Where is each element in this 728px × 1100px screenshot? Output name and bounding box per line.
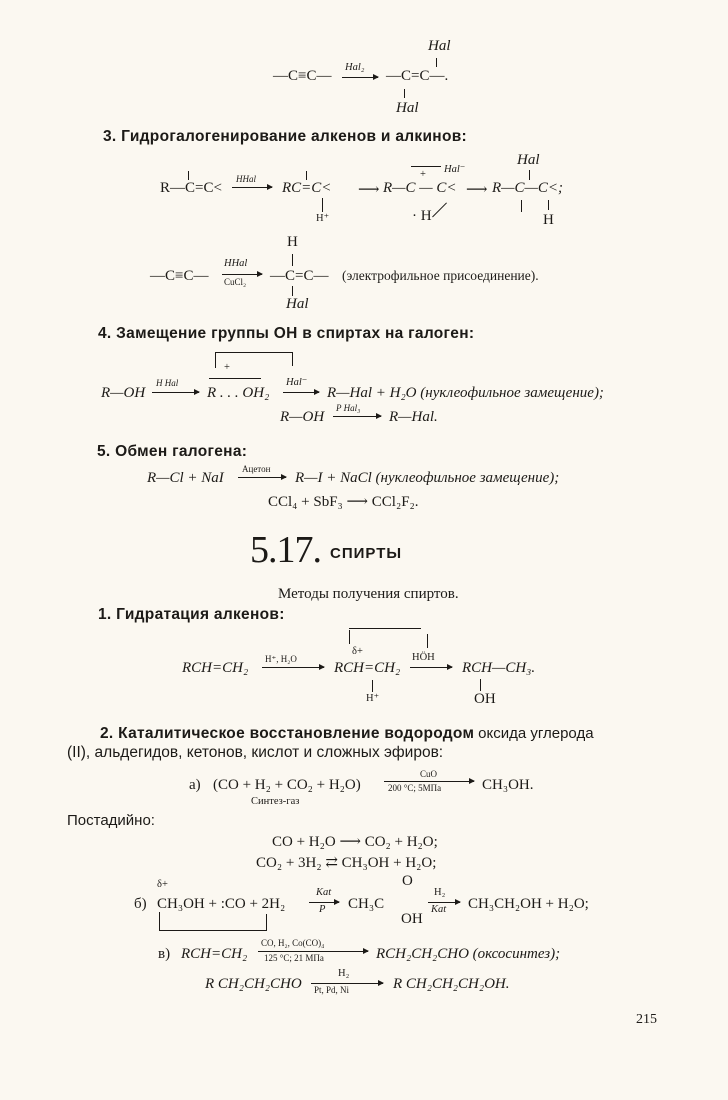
paragraph-2-line2: (II), альдегидов, кетонов, кислот и сложных эфиров:	[67, 744, 444, 761]
reagent-h2: H₂	[434, 887, 446, 898]
note-electrophilic: (электрофильное присоединение).	[342, 268, 539, 283]
heading-oh-substitution: 4. Замещение группы ОН в спиртах на галоген:	[98, 325, 475, 342]
vinyl-halide: —C=C—	[270, 268, 329, 284]
alkyne-lhs-2: —C≡C—	[150, 268, 209, 284]
delta-plus-b: δ+	[157, 879, 168, 890]
h-top: H	[287, 234, 298, 250]
haloalkane-product-4b: R—Hal.	[389, 409, 438, 425]
h-plus-2: H⁺	[366, 693, 380, 704]
hal-minus: Hal⁻	[444, 164, 466, 175]
catalyst-kat-2: Kat	[431, 904, 447, 915]
alkene-lhs-c: RCH=CH₂	[181, 946, 248, 962]
catalyst-kat: Kat	[316, 887, 332, 898]
h-attack: · H	[412, 208, 432, 224]
hal-bottom-2: Hal	[286, 296, 309, 312]
delta-plus: δ+	[352, 646, 363, 657]
alkene-lhs-h: RCH=CH₂	[182, 660, 249, 676]
oh-group: OH	[474, 691, 496, 707]
label-c: в)	[158, 946, 171, 962]
ethanol-product: CH₃CH₂OH + H₂O;	[468, 896, 589, 912]
haloalkane-product-4: R—Hal + H₂O (нуклеофильное замещение);	[327, 385, 604, 401]
reagent-hhal: HHal	[236, 174, 256, 184]
catalyst-cucl2: CuCl₂	[224, 277, 247, 287]
intermediate: RCH=CH₂	[334, 660, 401, 676]
syngas-mixture: (CO + H₂ + CO₂ + H₂O)	[213, 777, 361, 793]
water-nucleophile: HÖH	[412, 652, 435, 663]
hal-top: Hal	[428, 38, 451, 54]
hal-top-3: Hal	[517, 152, 540, 168]
plus-sign: +	[420, 169, 426, 180]
pressure-p: P	[319, 904, 326, 915]
page-number: 215	[636, 1012, 657, 1027]
arrow-glyph: ⟶	[358, 182, 380, 198]
h-plus: H⁺	[316, 213, 330, 224]
reagent-h2-d: H₂	[338, 968, 350, 979]
alcohol-product: RCH—CH₃.	[462, 660, 536, 676]
section-title: СПИРТЫ	[330, 545, 403, 562]
syngas-label: Синтез-газ	[251, 796, 300, 807]
carbocation: R—C — C<	[383, 180, 457, 196]
reagent-hal-minus: Hal⁻	[286, 377, 308, 388]
finkelstein-product: R—I + NaCl (нуклеофильное замещение);	[295, 470, 560, 486]
stepwise-label: Постадийно:	[67, 812, 155, 829]
hydroxyl-oh: OH	[401, 911, 423, 927]
step-2: CO₂ + 3H₂ ⇄ CH₃OH + H₂O;	[256, 855, 437, 871]
alkene-lhs: R—C=C<	[160, 180, 222, 196]
solvent-acetone: Ацетон	[242, 464, 271, 474]
aldehyde-product: RCH₂CH₂CHO (оксосинтез);	[376, 946, 561, 962]
alcohol-lhs-2: R—OH	[280, 409, 325, 425]
step-1: CO + H₂O ⟶ CO₂ + H₂O;	[272, 834, 438, 850]
paragraph-2-line1	[100, 725, 594, 743]
conditions-a: 200 °C; 5МПа	[388, 783, 442, 793]
reagent-hal2: Hal₂	[345, 62, 365, 73]
aldehyde-lhs: R CH₂CH₂CHO	[205, 976, 302, 992]
heading-halogen-exchange: 5. Обмен галогена:	[97, 443, 248, 460]
catalyst-cobalt: CO, H₂, Co(CO)₄	[261, 938, 325, 948]
haloalkane-product: R—C—C<;	[492, 180, 563, 196]
h-bottom: H	[543, 212, 554, 228]
plus-sign-4: +	[224, 362, 230, 373]
alkyne-lhs: —C≡C—	[273, 68, 332, 84]
catalyst-cuo: CuO	[420, 769, 438, 779]
carbonylation-lhs: CH₃OH + :CO + 2H₂	[157, 896, 286, 912]
alkene-product: —C=C—.	[386, 68, 449, 84]
reagent-phal3: P Hal₃	[336, 403, 361, 413]
catalyst-metals: Pt, Pd, Ni	[314, 985, 350, 995]
section-number: 5.17.	[250, 529, 321, 571]
reagent-h-hal: H Hal	[156, 378, 179, 388]
methanol-product: CH₃OH.	[482, 777, 534, 793]
carbonyl-o: O	[402, 873, 413, 889]
hal-bottom: Hal	[396, 100, 419, 116]
heading-rest: оксида углерода	[478, 725, 594, 742]
acetic-acid: CH₃C	[348, 896, 385, 912]
label-a: а)	[189, 777, 201, 793]
oxonium-ion: R . . . OH₂	[207, 385, 270, 401]
conditions-c: 125 °C; 21 МПа	[264, 953, 324, 963]
pi-complex: RC=C<	[282, 180, 332, 196]
alcohol-lhs: R—OH	[101, 385, 146, 401]
heading-hydrohalogenation: 3. Гидрогалогенирование алкенов и алкинов:	[103, 128, 468, 145]
label-b: б)	[134, 896, 147, 912]
heading-hydration: 1. Гидратация алкенов:	[98, 606, 285, 623]
section-subtitle: Методы получения спиртов.	[278, 586, 459, 602]
swarts-reaction: CCl₄ + SbF₃ ⟶ CCl₂F₂.	[268, 494, 419, 510]
finkelstein-lhs: R—Cl + NaI	[147, 470, 224, 486]
reagent-hhal-2: HHal	[224, 258, 248, 269]
reagent-h2o: H⁺, H₂O	[265, 654, 297, 664]
arrow-glyph-2: ⟶	[466, 182, 488, 198]
alcohol-product-d: R CH₂CH₂CH₂OH.	[393, 976, 510, 992]
heading-catalytic-reduction: 2. Каталитическое восстановление водородом	[100, 725, 475, 742]
